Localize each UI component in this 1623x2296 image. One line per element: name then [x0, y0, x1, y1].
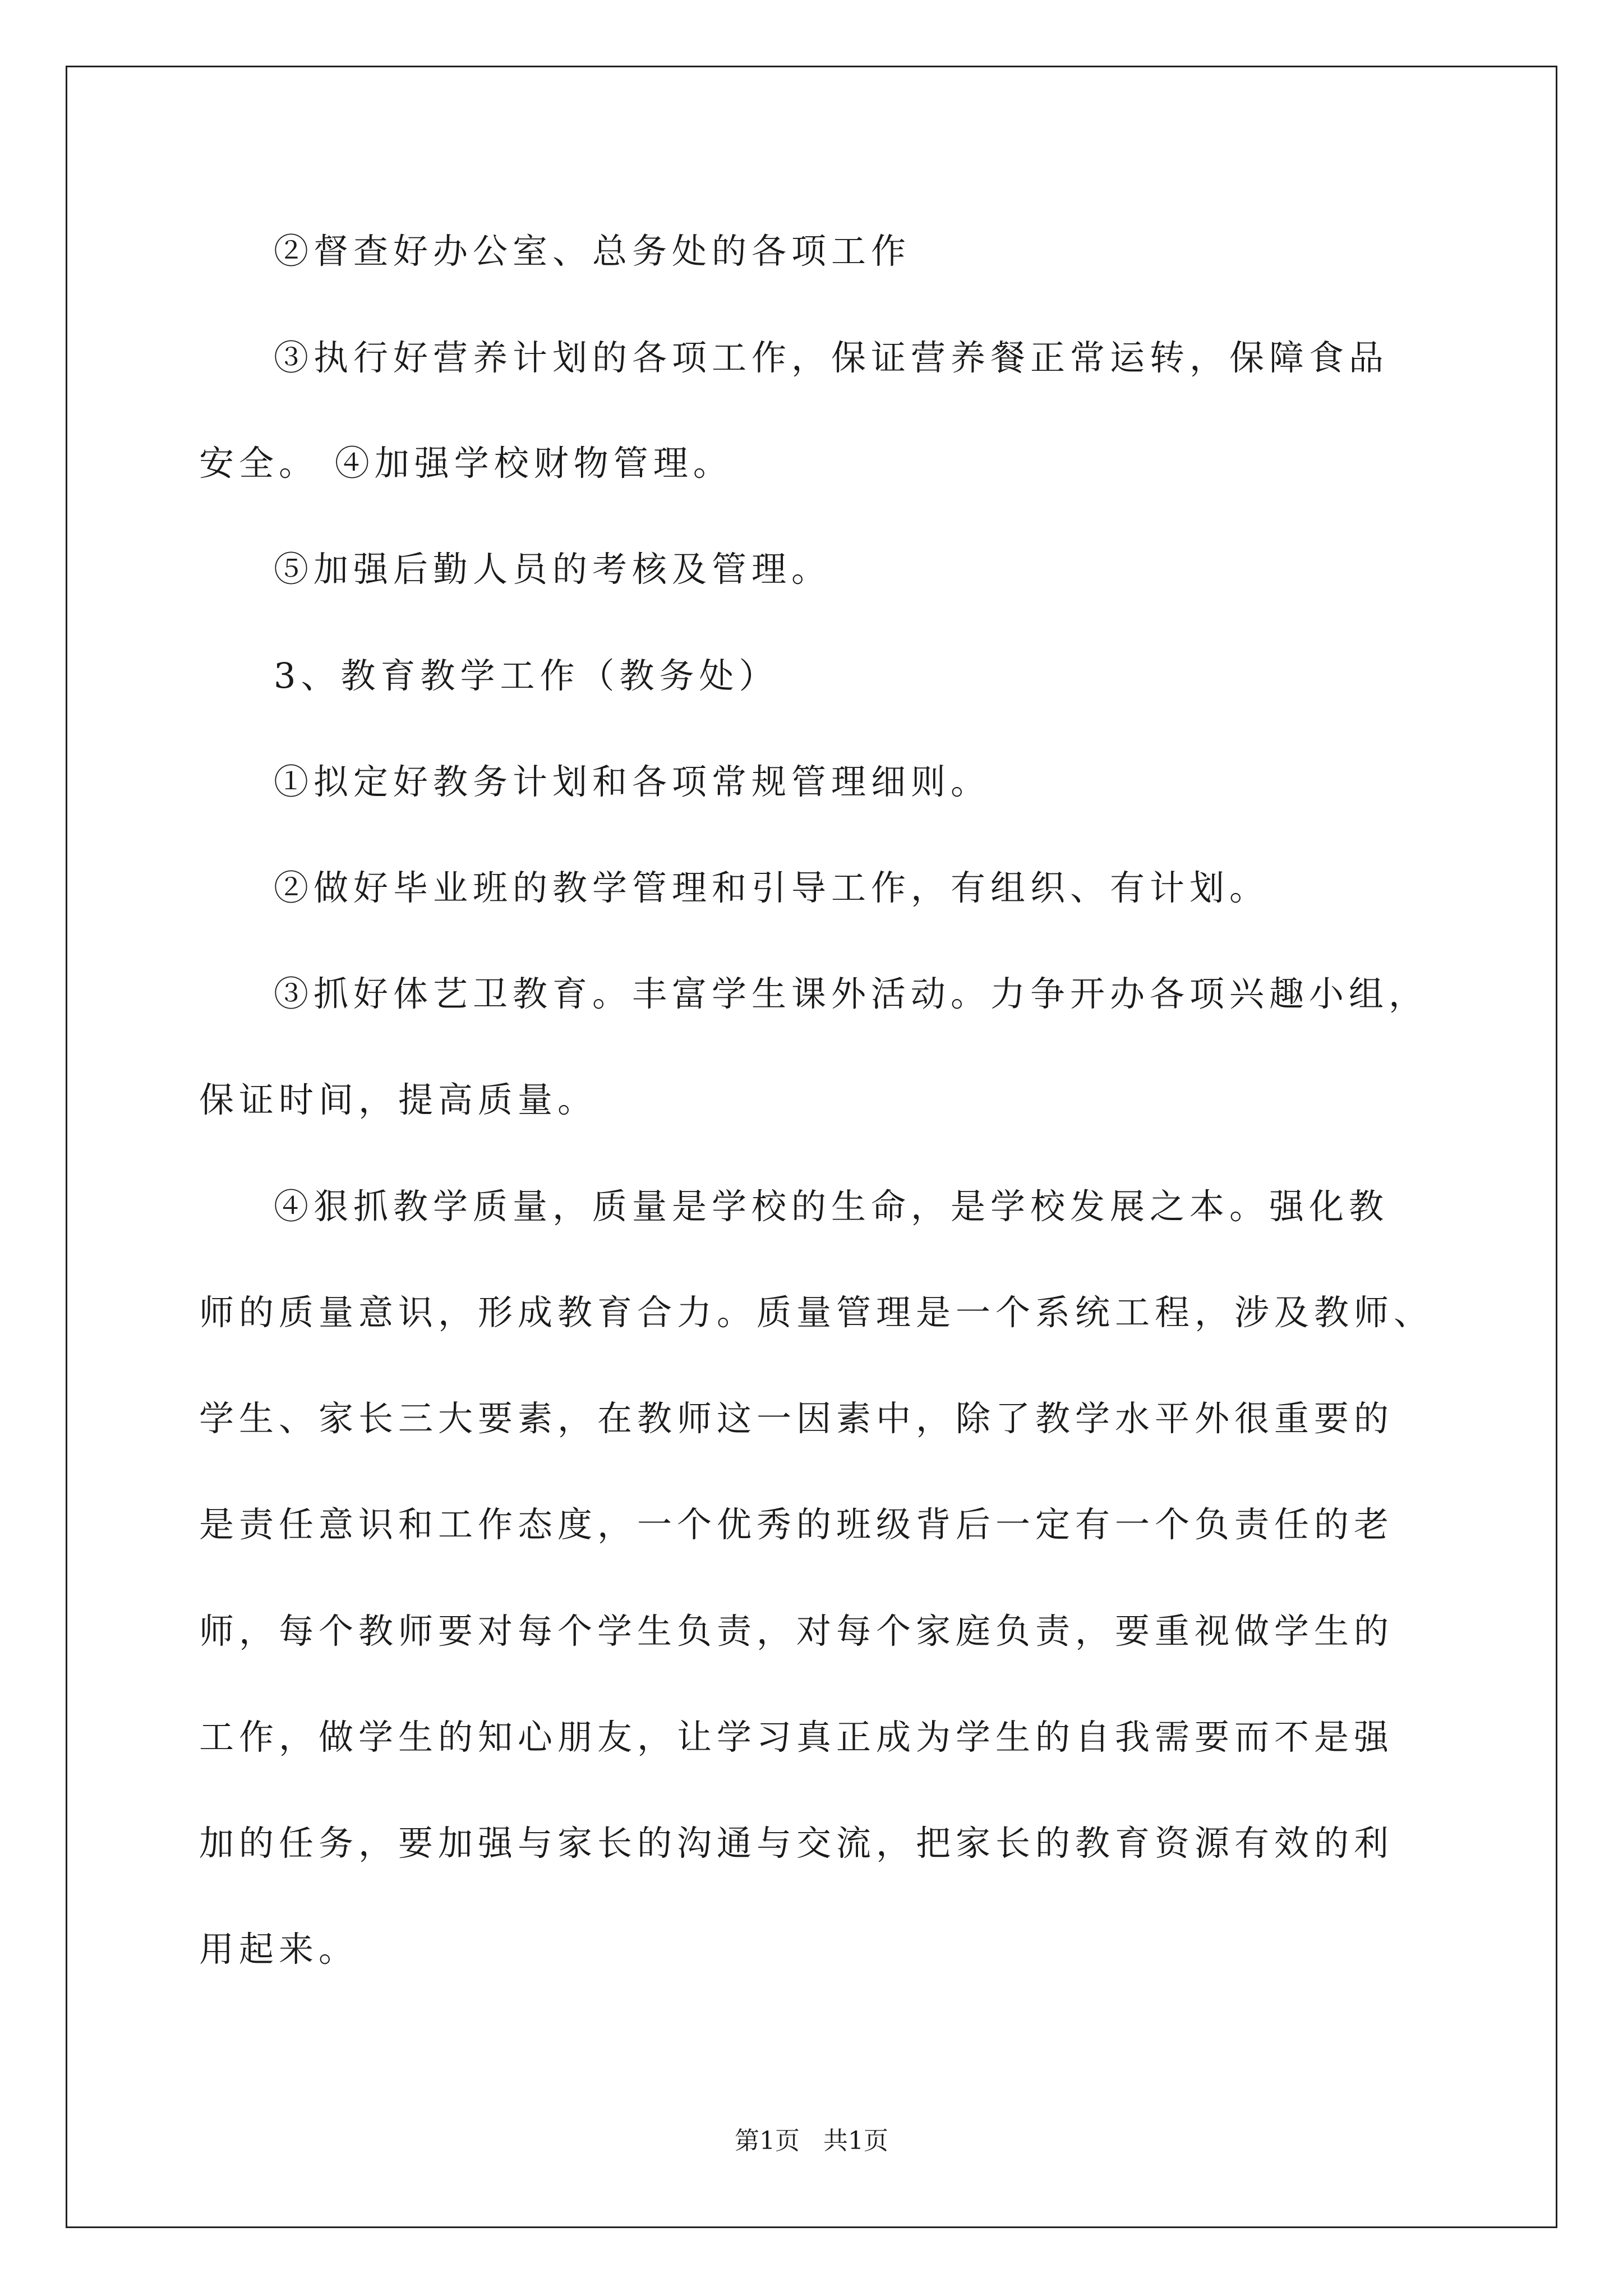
section-heading: 3、教育教学工作（教务处）	[274, 655, 779, 696]
paragraph-line: ①拟定好教务计划和各项常规管理细则。	[274, 761, 991, 802]
paragraph-line: ④狠抓教学质量，质量是学校的生命，是学校发展之本。强化教	[274, 1186, 1389, 1227]
paragraph-line: 用起来。	[199, 1929, 359, 1970]
paragraph-line: 保证时间，提高质量。	[199, 1079, 598, 1120]
paragraph-line: 学生、家长三大要素，在教师这一因素中，除了教学水平外很重要的	[199, 1398, 1394, 1439]
paragraph-line: ②做好毕业班的教学管理和引导工作，有组织、有计划。	[274, 867, 1270, 908]
paragraph-line: ③执行好营养计划的各项工作，保证营养餐正常运转，保障食品	[274, 337, 1389, 378]
paragraph-line: ③抓好体艺卫教育。丰富学生课外活动。力争开办各项兴趣小组，	[274, 973, 1429, 1014]
paragraph-line: 是责任意识和工作态度，一个优秀的班级背后一定有一个负责任的老	[199, 1504, 1394, 1545]
paragraph-line: 工作，做学生的知心朋友，让学习真正成为学生的自我需要而不是强	[199, 1717, 1394, 1757]
paragraph-line: 师，每个教师要对每个学生负责，对每个家庭负责，要重视做学生的	[199, 1611, 1394, 1651]
paragraph-line: 加的任务，要加强与家长的沟通与交流，把家长的教育资源有效的利	[199, 1823, 1394, 1864]
page-border	[66, 66, 1557, 2228]
paragraph-line: 师的质量意识，形成教育合力。质量管理是一个系统工程，涉及教师、	[199, 1292, 1434, 1333]
paragraph-line: ②督查好办公室、总务处的各项工作	[274, 231, 911, 272]
paragraph-line: 安全。 ④加强学校财物管理。	[199, 443, 733, 484]
paragraph-line: ⑤加强后勤人员的考核及管理。	[274, 549, 832, 590]
page-number-footer: 第1页 共1页	[735, 2127, 888, 2155]
